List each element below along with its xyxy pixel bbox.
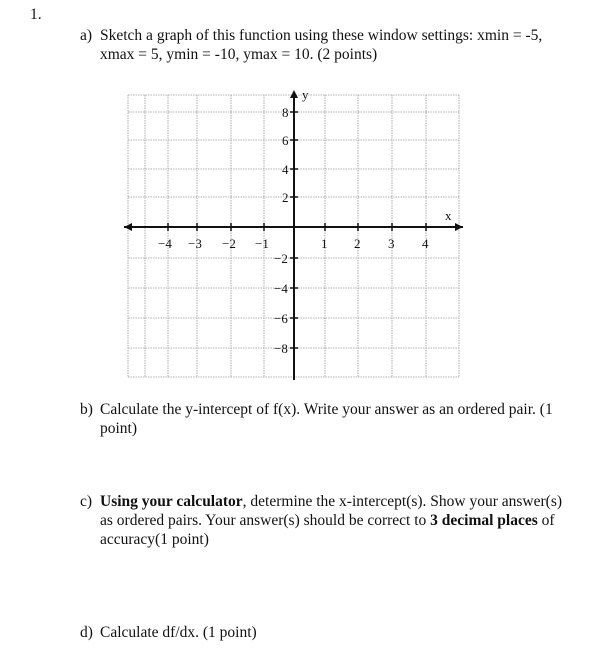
part-c-text3: of — [537, 512, 555, 529]
y-axis-letter: y — [302, 87, 309, 102]
part-b-line2: point) — [100, 420, 138, 437]
part-c-label: c) — [80, 493, 93, 510]
y-tick-label: −8 — [274, 341, 288, 356]
x-axis-arrow-right — [455, 223, 463, 231]
part-c-bold-decimals: 3 decimal places — [430, 512, 538, 529]
part-c-line3: accuracy(1 point) — [100, 531, 209, 548]
question-number: 1. — [30, 6, 42, 23]
x-tick-label: 4 — [422, 236, 429, 251]
part-a-line1: Sketch a graph of this function using these window settings: xmin = -5, — [100, 27, 543, 44]
x-tick-label: −3 — [188, 236, 202, 251]
y-axis-arrow-top — [290, 90, 298, 98]
x-tick-label: 1 — [321, 236, 328, 251]
part-d-text: Calculate df/dx. (1 point) — [100, 624, 257, 641]
part-d-label: d) — [80, 624, 93, 641]
x-tick-label: 2 — [354, 236, 361, 251]
x-axis-letter: x — [445, 208, 452, 223]
part-c — [80, 492, 588, 549]
x-tick-label: 3 — [388, 236, 395, 251]
part-a-label: a) — [80, 27, 93, 44]
part-c-line2 — [80, 511, 588, 530]
part-a-line2: xmax = 5, ymin = -10, ymax = 10. (2 points) — [100, 46, 378, 63]
part-c-text1: , determine the x-intercept(s). Show your answer(s) — [242, 493, 563, 510]
x-tick-label: −1 — [255, 236, 269, 251]
y-tick-label: 8 — [282, 105, 289, 120]
part-b-line1: Calculate the y-intercept of f(x). Write your answer as an ordered pair. (1 — [100, 401, 553, 418]
part-c-text2: as ordered pairs. Your answer(s) should be correct to — [100, 512, 431, 529]
axes — [124, 92, 463, 380]
x-tick-label: −4 — [158, 236, 172, 251]
y-tick-label: −2 — [274, 251, 288, 266]
x-axis-arrow-left — [124, 223, 132, 231]
part-c-bold-calculator: Using your calculator — [100, 493, 243, 510]
y-tick-label: −6 — [274, 311, 288, 326]
part-b-label: b) — [80, 401, 93, 418]
y-tick-label: 2 — [282, 190, 289, 205]
x-tick-label: −2 — [222, 236, 236, 251]
part-d — [80, 623, 588, 642]
y-tick-label: 6 — [282, 133, 289, 148]
tick-marks — [168, 112, 426, 348]
part-b — [80, 400, 588, 438]
y-tick-label: −4 — [274, 281, 288, 296]
y-tick-label: 4 — [282, 162, 289, 177]
